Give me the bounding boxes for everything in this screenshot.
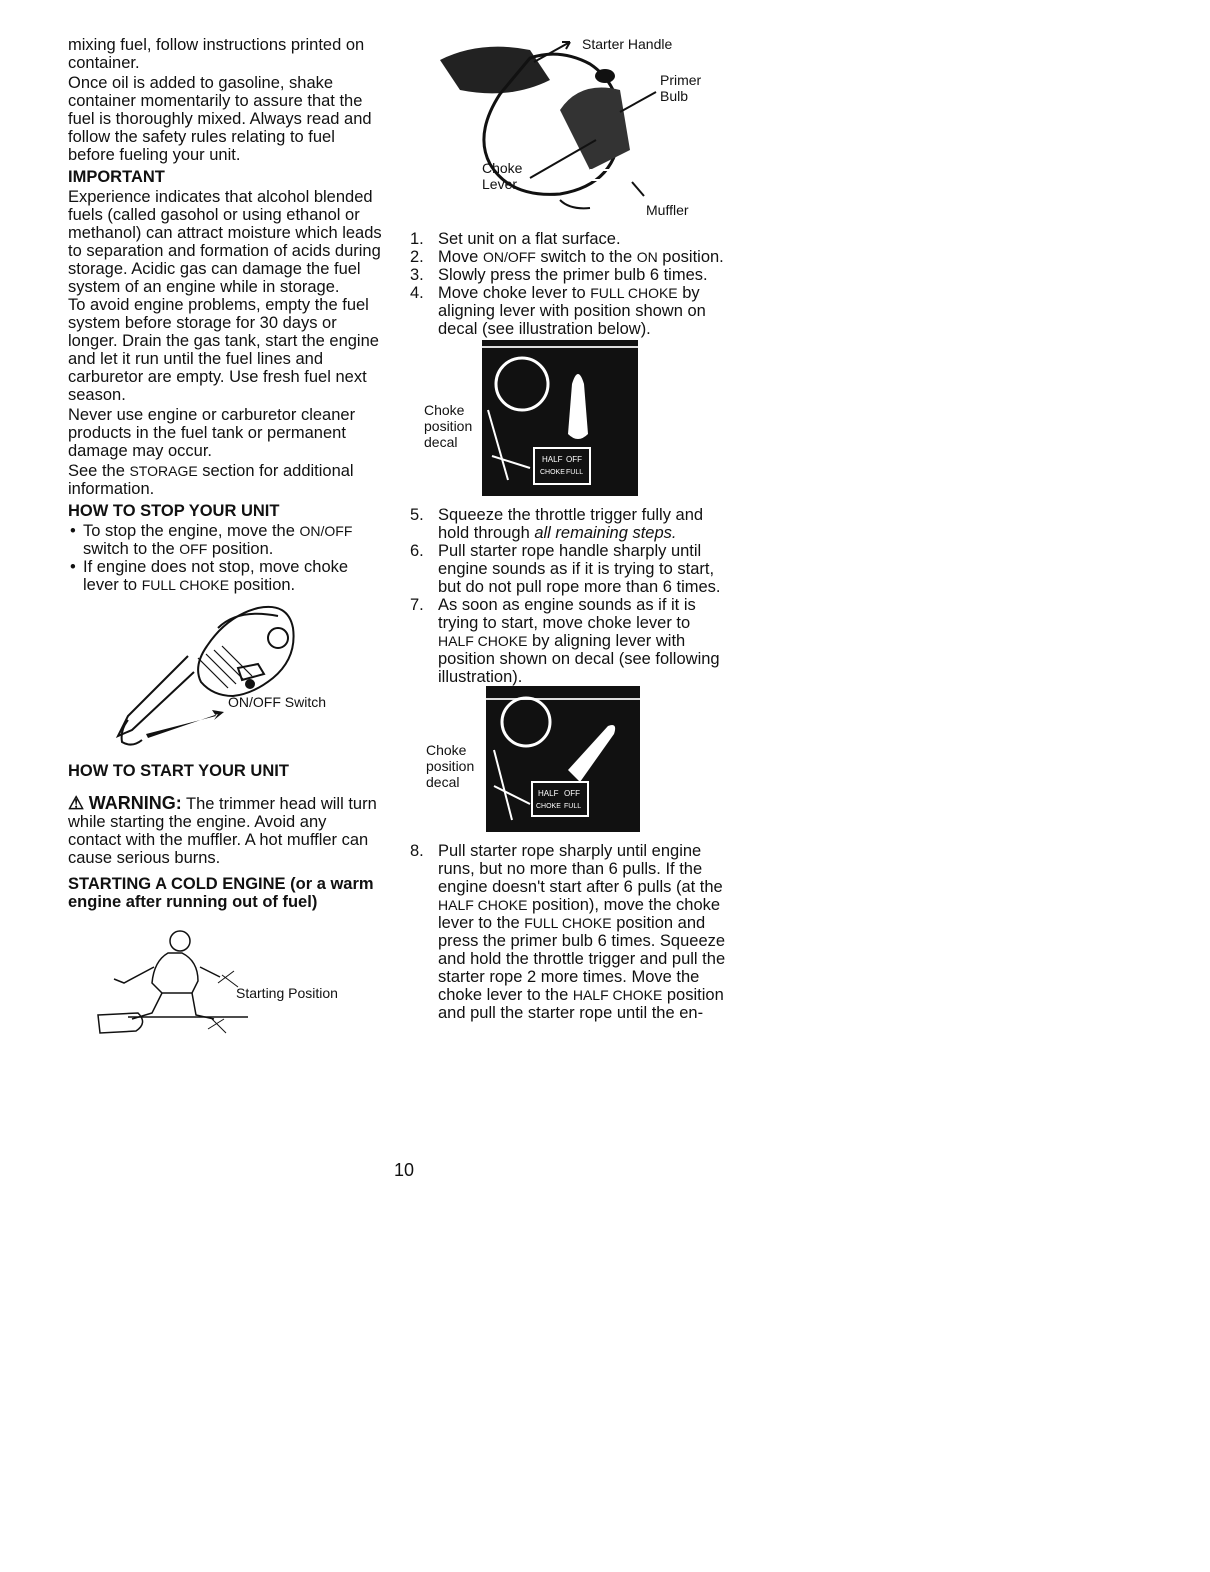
step-4-pre: Move choke lever to [438, 284, 591, 302]
trimmer-engine-drawing [68, 598, 368, 758]
important-paragraph-3: Never use engine or carburetor cleaner products in the fuel tank or permanent damage may occur. [68, 406, 356, 460]
starter-handle-arrow [534, 42, 570, 62]
primer-bulb-label-2: Bulb [660, 88, 689, 104]
step-2-number: 2. [410, 248, 424, 266]
step-2-mid: switch to the [535, 248, 637, 266]
cold-engine-heading: STARTING A COLD ENGINE (or a warm engine after running out of fuel) [68, 875, 374, 911]
stop-b2-pre: If engine does not stop, move choke lever to [83, 558, 349, 594]
important-paragraph-2: To avoid engine problems, empty the fuel system before storage for 30 days or longer. Drain the gas tank, start the engine and let it run until the fuel lines and carburetor are empty. Use fresh fuel next season. [68, 296, 379, 404]
decal2-label-1: Choke [426, 742, 467, 758]
step-8-d: position and pull the starter rope until the en- [438, 986, 724, 1022]
right-column [410, 0, 730, 1022]
onoff-arrow [146, 710, 224, 738]
step-8-half-choke-1: HALF CHOKE [438, 897, 528, 913]
stop-b2-full-choke: FULL CHOKE [141, 577, 230, 593]
step-2-pre: Move [438, 248, 483, 266]
decal1-choke: CHOKE [540, 469, 565, 476]
step-7-number: 7. [410, 596, 424, 614]
stop-b2-post: position. [229, 576, 296, 594]
step-7-half-choke: HALF CHOKE [438, 633, 528, 649]
storage-reference [68, 462, 384, 498]
storage-pre: See the [68, 462, 130, 480]
onoff-illustration [68, 598, 384, 758]
starting-position-label: Starting Position [236, 985, 338, 1001]
choke-decal-drawing [482, 340, 638, 496]
step-6 [410, 542, 730, 596]
steps-list-b [410, 506, 730, 686]
step-8-full-choke: FULL CHOKE [524, 915, 612, 931]
operator-kneeling-drawing [68, 923, 248, 1043]
stop-bullet-1 [68, 522, 384, 558]
step-5 [410, 506, 730, 542]
step-7-pre: As soon as engine sounds as if it is trying to start, move choke lever to [438, 596, 696, 632]
decal1-label-2: position [424, 418, 473, 434]
step-8-number: 8. [410, 842, 424, 860]
step-3-text: Slowly press the primer bulb 6 times. [438, 266, 708, 284]
decal2-half: HALF [538, 789, 559, 798]
full-choke-lever-shape [568, 374, 588, 439]
choke-decal-photo-2 [486, 686, 640, 832]
step-2-post: position. [657, 248, 724, 266]
start-heading: HOW TO START YOUR UNIT [68, 762, 289, 780]
choke-lever-label-1: Choke [482, 160, 523, 176]
step-5-pre: Squeeze the throttle trigger fully and hold through [438, 506, 704, 542]
step-5-emphasis: all remaining steps. [534, 524, 677, 542]
step-8 [410, 842, 730, 1022]
decal2-label-2: position [426, 758, 475, 774]
intro-paragraph-2: Once oil is added to gasoline, shake container momentarily to assure that the fuel is thoroughly mixed. Always read and follow the safety rules relating to fuel before fueling your unit. [68, 74, 372, 164]
decal2-full: FULL [564, 803, 582, 810]
step-8-text [438, 842, 730, 1022]
stop-bullets [68, 522, 384, 594]
step-7-post: by aligning lever with position shown on decal (see following illustration). [438, 632, 720, 686]
decal1-label-1: Choke [424, 402, 465, 418]
decal2-off: OFF [564, 789, 580, 798]
decal1-full: FULL [566, 469, 584, 476]
step-4 [410, 284, 730, 338]
step-4-text [438, 284, 730, 338]
step-5-number: 5. [410, 506, 424, 524]
storage-post: section for additional information. [68, 462, 354, 498]
step-7-text [438, 596, 730, 686]
important-heading: IMPORTANT [68, 168, 165, 186]
choke-decal-drawing-2 [486, 686, 640, 832]
steps-list-a [410, 230, 730, 338]
choke-decal-full-figure [410, 338, 730, 500]
step-2-text [438, 248, 730, 266]
stop-b1-mid: switch to the [83, 540, 180, 558]
step-8-a: Pull starter rope sharply until engine runs, but no more than 6 pulls. If the engine doesn't start after 6 pulls (at the [438, 842, 723, 896]
muffler-label: Muffler [646, 202, 689, 218]
step-2 [410, 248, 730, 266]
decal1-half: HALF [542, 455, 563, 464]
stop-b1-post: position. [207, 540, 274, 558]
decal1-label-3: decal [424, 434, 458, 450]
stop-b1-off: OFF [179, 541, 208, 557]
page-number: 10 [394, 1160, 415, 1180]
stop-b1-pre: To stop the engine, move the [83, 522, 300, 540]
step-6-text: Pull starter rope handle sharply until engine sounds as if it is trying to start, but do not pull rope more than 6 times. [438, 542, 721, 596]
warning-text: The trimmer head will turn while starting the engine. Avoid any contact with the muffler. A hot muffler can cause serious burns. [68, 795, 377, 867]
step-1-number: 1. [410, 230, 424, 248]
step-4-number: 4. [410, 284, 424, 302]
stop-b1-onoff: ON/OFF [299, 523, 353, 539]
step-2-onoff: ON/OFF [482, 249, 536, 265]
step-3-number: 3. [410, 266, 424, 284]
step-8-half-choke-2: HALF CHOKE [572, 987, 663, 1003]
important-paragraph-1: Experience indicates that alcohol blended fuels (called gasohol or using ethanol or methanol) can attract moisture which leads to separation and formation of acids during storage. Acidic gas can damage the fuel system of an engine while in storage. [68, 188, 382, 296]
step-8-c: position and press the primer bulb 6 times. Squeeze and hold the throttle trigger and pull the starter rope 2 more times. Move the choke lever to the [438, 914, 726, 1004]
step-3 [410, 266, 730, 284]
choke-decal-photo [482, 340, 638, 496]
primer-bulb-label-1: Primer [660, 72, 702, 88]
decal2-choke: CHOKE [536, 803, 561, 810]
warning-triangle-icon: ⚠ [68, 793, 85, 813]
step-2-on: ON [636, 249, 658, 265]
engine-drawing [410, 0, 730, 226]
storage-word: STORAGE [129, 463, 198, 479]
intro-paragraph-1: mixing fuel, follow instructions printed on container. [68, 36, 365, 72]
primer-bulb-arrow [620, 92, 656, 112]
choke-lever-label-2: Lever [482, 176, 518, 192]
warning-word: WARNING: [88, 793, 182, 813]
steps-list-c [410, 842, 730, 1022]
starting-position-illustration [68, 923, 384, 1043]
step-4-full-choke: FULL CHOKE [590, 285, 678, 301]
step-1 [410, 230, 730, 248]
half-choke-lever-shape [568, 725, 615, 782]
stop-bullet-2 [68, 558, 384, 594]
step-6-number: 6. [410, 542, 424, 560]
left-column [68, 36, 384, 1043]
stop-heading: HOW TO STOP YOUR UNIT [68, 502, 280, 520]
warning-paragraph [68, 794, 384, 867]
onoff-switch-label: ON/OFF Switch [228, 694, 327, 710]
decal2-label-3: decal [426, 774, 460, 790]
step-8-b: position), move the choke lever to the [438, 896, 721, 932]
starter-handle-label: Starter Handle [582, 36, 673, 52]
step-7 [410, 596, 730, 686]
step-1-text: Set unit on a flat surface. [438, 230, 621, 248]
step-5-text [438, 506, 730, 542]
step-4-post: by aligning lever with position shown on decal (see illustration below). [438, 284, 706, 338]
decal1-off: OFF [566, 455, 582, 464]
choke-decal-half-figure [410, 686, 730, 838]
engine-illustration [410, 0, 730, 226]
